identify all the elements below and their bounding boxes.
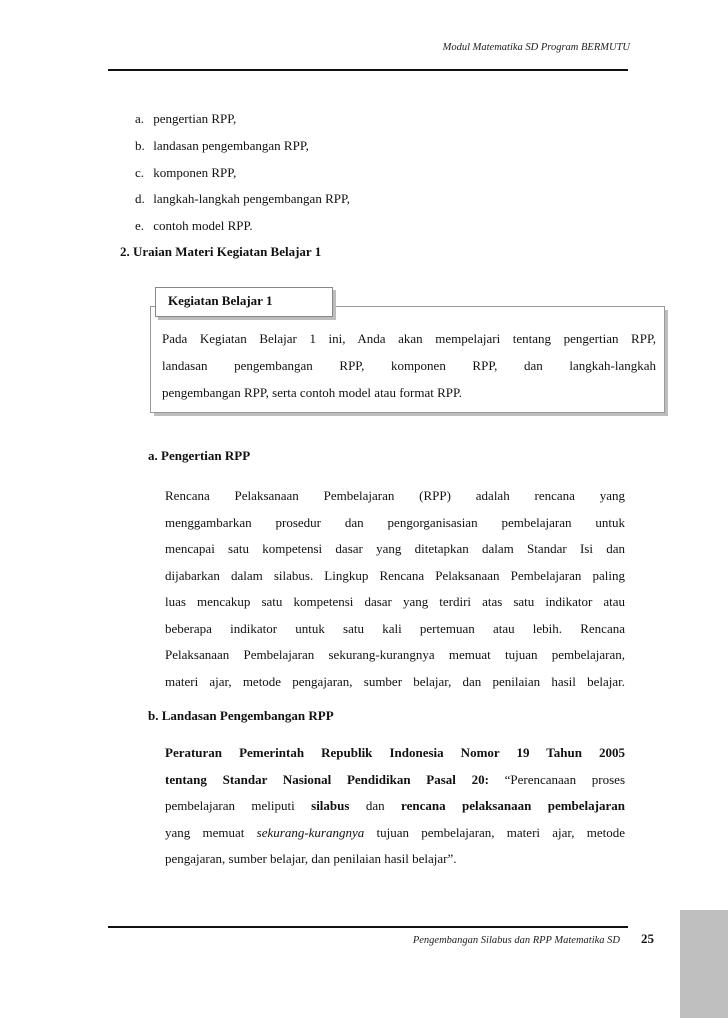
list-text: komponen RPP,: [153, 164, 237, 180]
list-item: [135, 106, 350, 133]
emphasis-silabus: silabus: [311, 798, 350, 813]
list-text: landasan pengembangan RPP,: [153, 137, 309, 153]
subsection-heading-a: a. Pengertian RPP: [148, 448, 251, 463]
paragraph-line: [165, 793, 625, 820]
paragraph-line: Pada Kegiatan Belajar 1 ini, Anda akan mempelajari tentang pengertian RPP,: [162, 331, 656, 346]
list-text: langkah-langkah pengembangan RPP,: [153, 191, 351, 207]
paragraph-line: pengembangan RPP, serta contoh model atau format RPP.: [162, 385, 463, 400]
running-footer: Pengembangan Silabus dan RPP Matematika SD: [412, 935, 620, 946]
text-run: tujuan pembelajaran, materi ajar, metode: [364, 824, 625, 840]
quote-start: “Perencanaan proses: [488, 771, 626, 787]
list-text: contoh model RPP.: [153, 218, 253, 234]
paragraph-line: Rencana Pelaksanaan Pembelajaran (RPP) adalah rencana yang: [165, 488, 625, 503]
paragraph-line: pengajaran, sumber belajar, dan penilaian hasil belajar”.: [165, 851, 457, 866]
list-marker: c.: [135, 164, 145, 180]
list-item: [135, 160, 350, 187]
paragraph-line: luas mencakup satu kompetensi dasar yang terdiri atas satu indikator atau: [165, 594, 625, 609]
paragraph-line: Pelaksanaan Pembelajaran sekurang-kurangnya memuat tujuan pembelajaran,: [165, 647, 625, 662]
objective-list: [135, 106, 350, 240]
text-run: pembelajaran meliputi: [165, 798, 312, 813]
subsection-heading-b: b. Landasan Pengembangan RPP: [148, 708, 334, 723]
list-marker: b.: [135, 137, 145, 153]
paragraph-line: mencapai satu kompetensi dasar yang ditetapkan dalam Standar Isi dan: [165, 541, 625, 556]
list-text: pengertian RPP,: [153, 111, 237, 126]
paragraph-line: [165, 820, 625, 847]
list-item: [135, 213, 350, 240]
list-marker: d.: [135, 191, 145, 207]
paragraph-line: menggambarkan prosedur dan pengorganisasian pembelajaran untuk: [165, 514, 625, 530]
running-header: Modul Matematika SD Program BERMUTU: [442, 42, 630, 53]
paragraph-line: beberapa indikator untuk satu kali pertemuan atau lebih. Rencana: [165, 620, 625, 636]
emphasis-italic: sekurang-kurangnya: [256, 824, 365, 840]
list-marker: e.: [135, 218, 145, 234]
emphasis-rpp: rencana pelaksanaan pembelajaran: [401, 798, 625, 813]
page-number: 25: [641, 931, 654, 946]
text-run: yang memuat: [165, 824, 257, 840]
list-item: [135, 133, 350, 160]
paragraph-line: [165, 767, 625, 794]
text-run: dan: [349, 798, 402, 813]
kegiatan-label: Kegiatan Belajar 1: [168, 293, 273, 308]
header-rule: [108, 69, 628, 71]
paragraph-line: dijabarkan dalam silabus. Lingkup Rencana Pelaksanaan Pembelajaran paling: [165, 567, 625, 583]
section-heading: 2. Uraian Materi Kegiatan Belajar 1: [120, 244, 322, 259]
pengertian-paragraph: [165, 483, 625, 695]
landasan-paragraph: [165, 740, 625, 873]
paragraph-line: landasan pengembangan RPP, komponen RPP, dan langkah-langkah: [162, 358, 656, 373]
regulation-reference: tentang Standar Nasional Pendidikan Pasal 20:: [165, 771, 489, 787]
paragraph-line: Peraturan Pemerintah Republik Indonesia Nomor 19 Tahun 2005: [165, 745, 625, 760]
footer-rule: [108, 926, 628, 928]
list-marker: a.: [135, 111, 145, 126]
kegiatan-paragraph: [162, 325, 656, 406]
paragraph-line: materi ajar, metode pengajaran, sumber belajar, dan penilaian hasil belajar.: [165, 673, 625, 689]
page-edge-block: [680, 910, 728, 1018]
list-item: [135, 186, 350, 213]
